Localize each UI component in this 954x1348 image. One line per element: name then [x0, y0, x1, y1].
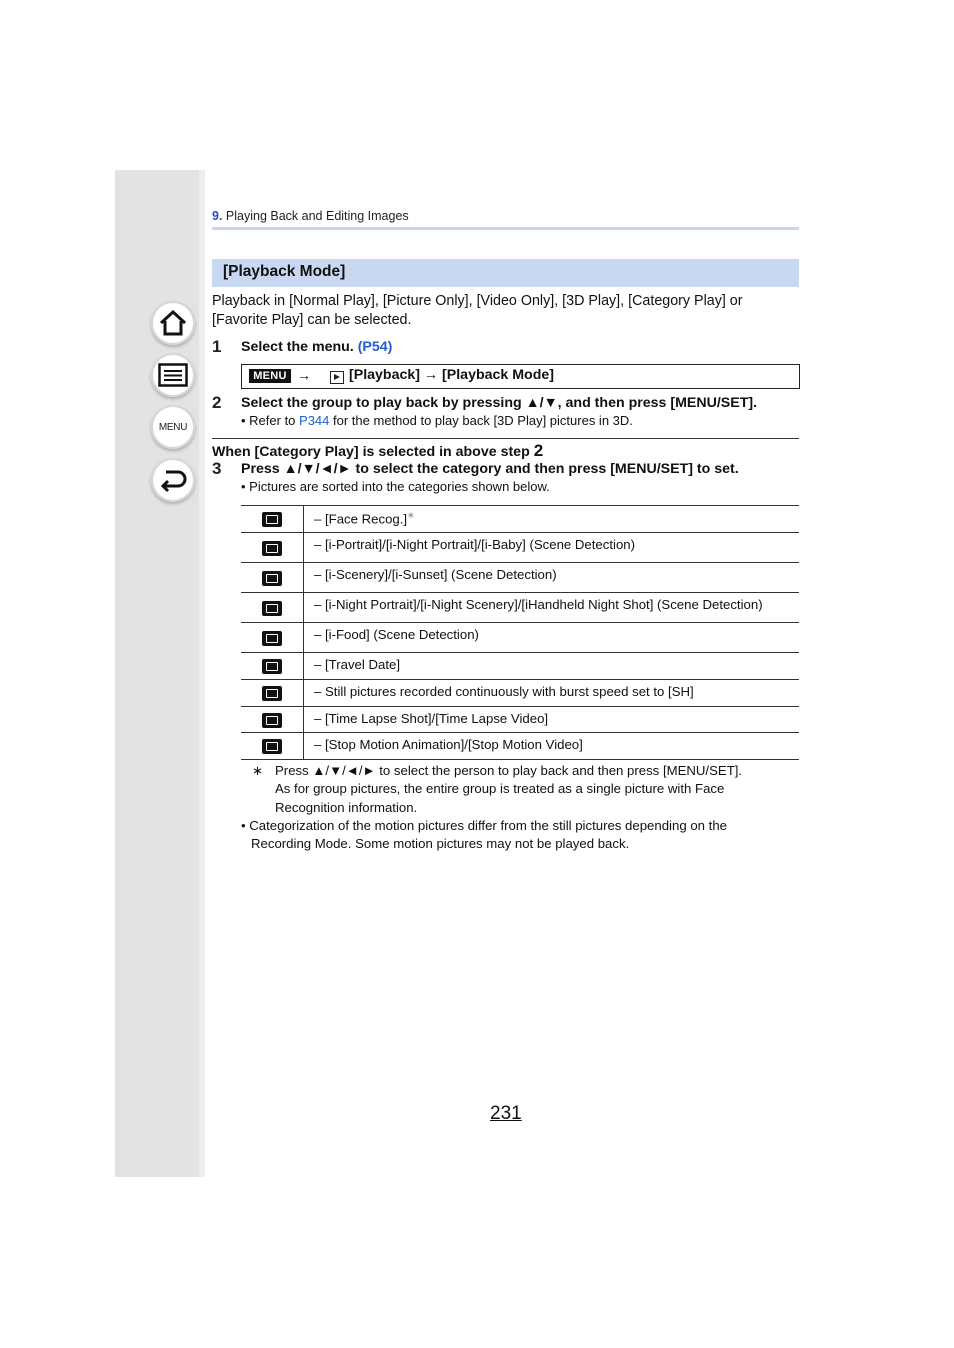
home-button[interactable]: [151, 301, 195, 345]
category-table: [241, 505, 799, 760]
page-number: 231: [490, 1103, 522, 1124]
step-1-link[interactable]: (P54): [357, 339, 393, 355]
table-cell-icon: [241, 653, 304, 680]
table-cell-icon: [241, 593, 304, 623]
section-heading: [212, 259, 799, 287]
section-title: [Playback Mode]: [223, 263, 346, 280]
menu-tag-icon: MENU: [249, 369, 291, 383]
menu-path-box: [241, 364, 800, 389]
time-lapse-icon: [262, 713, 282, 728]
step-2-note-prefix: • Refer to: [241, 413, 300, 428]
table-cell-text: [304, 593, 800, 623]
footnote-line-1: Press ▲/▼/◄/► to select the person to play back and then press [MENU/SET].: [275, 763, 743, 778]
burst-icon: [262, 686, 282, 701]
table-cell-icon: [241, 680, 304, 707]
table-row: [241, 563, 799, 593]
sidebar-edge: [199, 170, 205, 1177]
table-row: [241, 506, 799, 533]
contents-button[interactable]: [151, 353, 195, 397]
face-recog-icon: [262, 512, 282, 527]
step-3-number: 3: [212, 459, 222, 478]
chapter-title: Playing Back and Editing Images: [225, 209, 409, 223]
step-2-note-suffix: for the method to play back [3D Play] pictures in 3D.: [329, 413, 633, 428]
category-label: – [Time Lapse Shot]/[Time Lapse Video]: [314, 711, 549, 726]
night-scenery-icon: [262, 601, 282, 616]
menu-label: MENU: [158, 421, 188, 433]
contents-list-icon: [158, 363, 188, 387]
table-cell-text: [304, 653, 800, 680]
table-cell-icon: [241, 533, 304, 563]
table-row: [241, 653, 799, 680]
menu-button[interactable]: [151, 405, 195, 449]
table-cell-text: [304, 733, 800, 760]
back-button[interactable]: [151, 458, 195, 502]
table-row: [241, 733, 799, 760]
step-1-label: Select the menu.: [241, 339, 354, 355]
category-label: – [i-Portrait]/[i-Night Portrait]/[i-Baby] (Scene Detection): [314, 537, 636, 552]
category-label: – [i-Scenery]/[i-Sunset] (Scene Detection): [314, 567, 557, 582]
chapter-breadcrumb: [212, 209, 409, 223]
note-line-2: Recording Mode. Some motion pictures may not be played back.: [251, 836, 630, 851]
back-arrow-icon: [158, 467, 188, 493]
note-line-1: • Categorization of the motion pictures differ from the still pictures depending on the: [241, 818, 727, 833]
subheading-text: When [Category Play] is selected in above step: [212, 444, 534, 460]
menu-arrow: →: [297, 367, 311, 383]
footnote-line-3: Recognition information.: [275, 800, 418, 815]
category-label: – Still pictures recorded continuously with burst speed set to [SH]: [314, 684, 694, 699]
chapter-number: 9.: [212, 209, 223, 223]
playback-icon: [330, 371, 344, 384]
step-2-number: 2: [212, 393, 222, 412]
step-1-text: [241, 339, 392, 355]
home-icon: [158, 309, 188, 337]
category-label: – [Stop Motion Animation]/[Stop Motion Video]: [314, 737, 583, 752]
category-label: – [i-Night Portrait]/[i-Night Scenery]/[iHandheld Night Shot] (Scene Detection): [314, 597, 763, 612]
subheading-step: 2: [533, 441, 544, 460]
table-row: [241, 707, 799, 733]
step-1-number: 1: [212, 337, 222, 356]
table-row: [241, 680, 799, 707]
footnote-mark: ∗: [407, 510, 415, 520]
step-2-text: Select the group to play back by pressing ▲/▼, and then press [MENU/SET].: [241, 395, 758, 411]
table-cell-text: [304, 680, 800, 707]
travel-date-icon: [262, 659, 282, 674]
chapter-divider: [212, 227, 799, 230]
table-cell-text: [304, 533, 800, 563]
table-row: [241, 593, 799, 623]
intro-text: Playback in [Normal Play], [Picture Only], [Video Only], [3D Play], [Category Play] or [Favorite Play] can be selected.: [212, 293, 743, 328]
table-cell-icon: [241, 733, 304, 760]
food-icon: [262, 631, 282, 646]
table-cell-text: [304, 563, 800, 593]
footnote-line-2: As for group pictures, the entire group is treated as a single picture with Face: [275, 781, 725, 796]
step-3-text: Press ▲/▼/◄/► to select the category and then press [MENU/SET] to set.: [241, 461, 739, 477]
category-label: – [Travel Date]: [314, 657, 400, 672]
table-row: [241, 533, 799, 563]
footnote-marker: ∗: [252, 763, 264, 778]
table-cell-text: [304, 506, 800, 533]
category-subheading: [212, 441, 543, 461]
section-divider: [212, 438, 799, 439]
step-3-note: • Pictures are sorted into the categories shown below.: [241, 479, 550, 494]
table-cell-icon: [241, 623, 304, 653]
step-2-note: [241, 412, 633, 430]
category-label: – [i-Food] (Scene Detection): [314, 627, 479, 642]
stop-motion-icon: [262, 739, 282, 754]
scenery-icon: [262, 571, 282, 586]
category-label: – [Face Recog.]: [314, 511, 408, 527]
portrait-icon: [262, 541, 282, 556]
table-cell-icon: [241, 563, 304, 593]
table-cell-text: [304, 707, 800, 733]
step-2-note-link[interactable]: P344: [299, 413, 330, 428]
menu-path-text: [Playback] → [Playback Mode]: [349, 367, 554, 383]
table-cell-text: [304, 623, 800, 653]
table-cell-icon: [241, 707, 304, 733]
table-row: [241, 623, 799, 653]
table-cell-icon: [241, 506, 304, 533]
